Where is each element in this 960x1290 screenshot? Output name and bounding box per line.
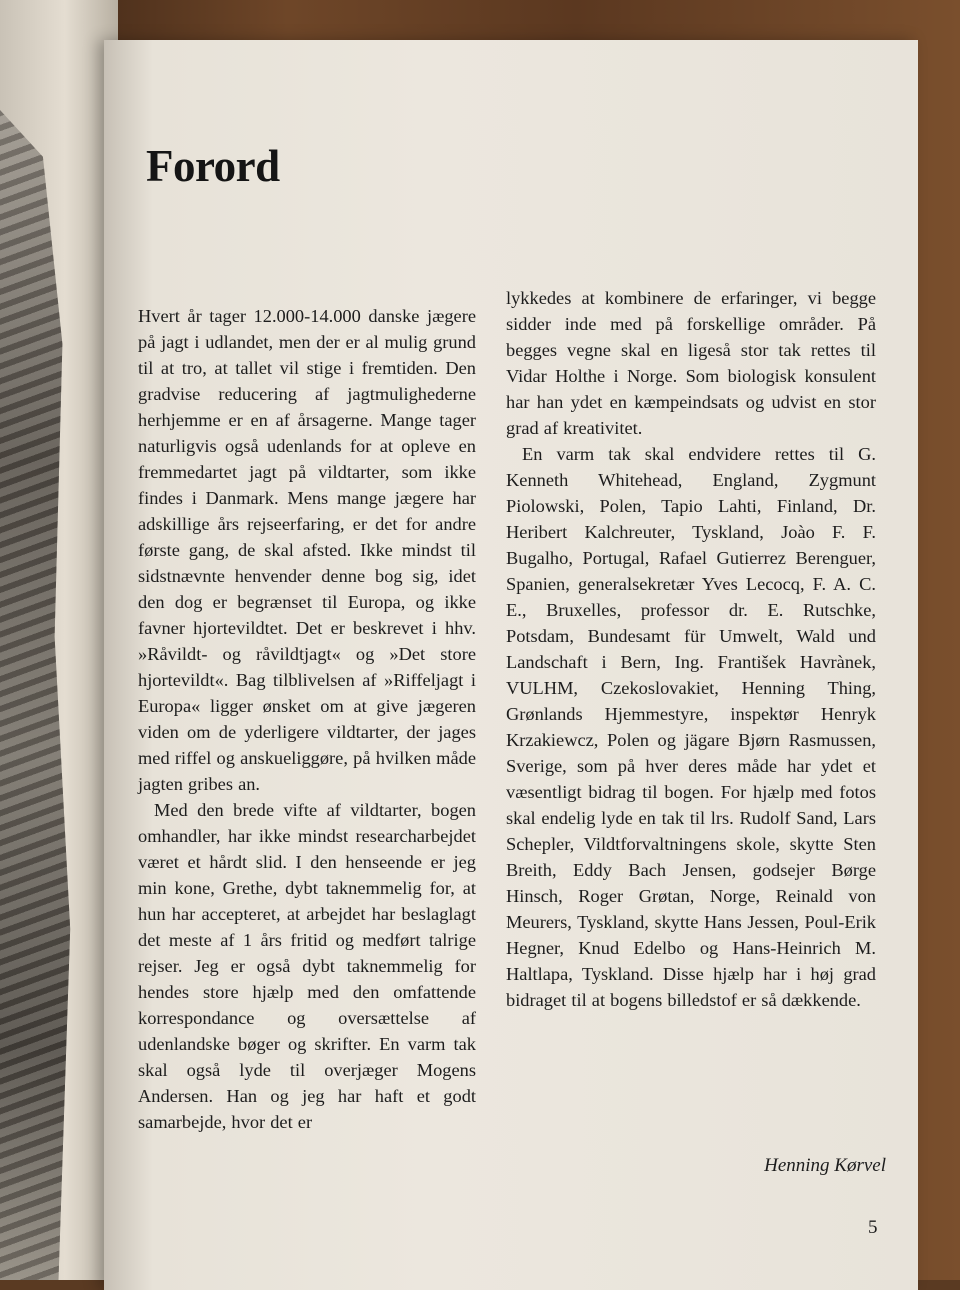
page-title: Forord [146,141,280,191]
page-number: 5 [868,1217,878,1238]
paragraph: lykkedes at kombinere de erfaringer, vi begge sidder inde med på forskellige områder. På begges vegne skal en ligeså stor tak rettes til Vidar Holthe i Norge. Som biologisk konsulent har han ydet en kæmpeindsats og udvist en stor grad af kreativitet. [506,288,876,438]
author-signature: Henning Kørvel [764,1155,886,1176]
paragraph: En varm tak skal endvidere rettes til G. Kenneth Whitehead, England, Zygmunt Piolowski, Polen, Tapio Lahti, Finland, Dr. Heribert Kalchreuter, Tyskland, Joào F. F. Bugalho, Portugal, Rafael Gutierrez Berenguer, Spanien, generalsekretær Yves Lecocq, F. A. C. E., Bruxelles, professor dr. E. Rutschke, Potsdam, Bundesamt für Umwelt, Wald und Landschaft i Bern, Ing. František Havrànek, VULHM, Czekoslovakiet, Henning Thing, Grønlands Hjemmestyre, inspektør Henryk Krzakiewcz, Polen og jägare Bjørn Rasmussen, Sverige, som på hver deres måde har ydet et væsentligt bidrag til bogen. For hjælp med fotos skal endelig lyde en tak til lrs. Rudolf Sand, Lars Schepler, Vildtforvaltningens skole, skytte Sten Breith, Eddy Bach Jensen, godsejer Børge Hinsch, Roger Grøtan, Norge, Reinald von Meurers, Tyskland, skytte Hans Jessen, Poul-Erik Hegner, Knud Edelbo og Hans-Heinrich M. Haltlapa, Tyskland. Disse hjælp har i høj grad bidraget til at bogens billedstof er så dækkende. [506,444,876,1010]
paragraph: Med den brede vifte af vildtarter, bogen omhandler, har ikke mindst researcharbejdet været et hårdt slid. I den henseende er jeg min kone, Grethe, dybt taknemmelig for, at hun har accepteret, at arbejdet har beslaglagt det meste af 1 års fritid og medført talrige rejser. Jeg er også dybt taknemmelig for hendes store hjælp med den omfattende korrespondance og oversættelse af udenlandske bøger og skrifter. En varm tak skal også lyde til overjæger Mogens Andersen. Han og jeg har haft et godt samarbejde, hvor det er [138,800,476,1132]
paragraph: Hvert år tager 12.000-14.000 danske jægere på jagt i udlandet, men der er al mulig grund til at tro, at tallet vil stige i fremtiden. Den gradvise reducering af jagtmulighederne herhjemme er en af årsagerne. Mange tager naturligvis også udenlands for at opleve en fremmedartet jagt på vildtarter, som ikke findes i Danmark. Mens mange jægere har adskillige års rejseerfaring, er det for andre første gang, de skal afsted. Ikke mindst til sidstnævnte henvender denne bog sig, idet den dog er begrænset til Europa, og ikke favner hjortevildtet. Det er beskrevet i hhv. »Råvildt- og råvildtjagt« og »Det store hjortevildt«. Bag tilblivelsen af »Riffeljagt i Europa« ligger ønsket om at give jægeren viden om de yderligere vildtarter, der jages med riffel og anskueliggøre, på hvilken måde jagten gribes an. [138,306,476,794]
text-column-right [506,285,876,1013]
left-facing-page [0,0,118,1280]
left-page-photo [0,110,78,1280]
text-column-left [138,303,476,1135]
